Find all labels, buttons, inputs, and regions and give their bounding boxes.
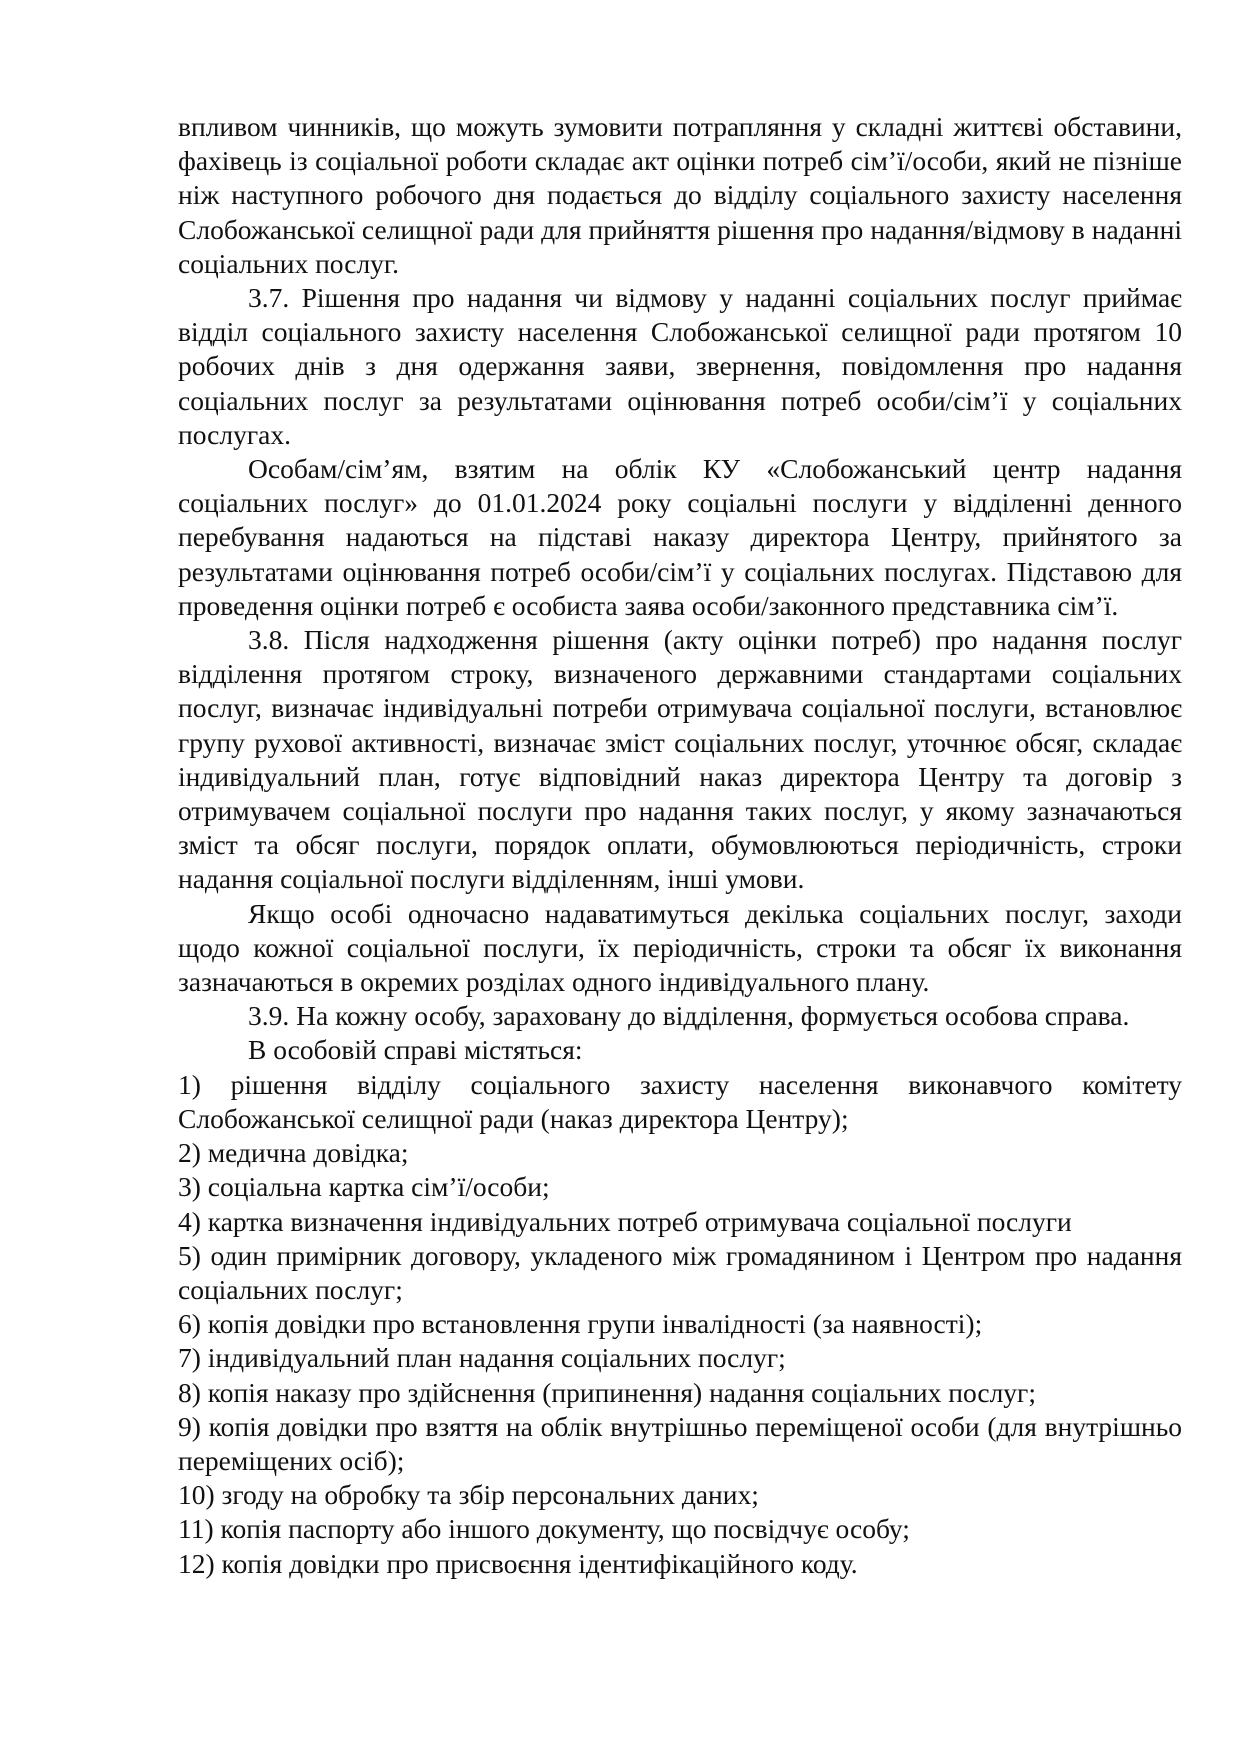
list-item: 5) один примірник договору, укладеного між громадянином і Центром про надання соціальних послуг; xyxy=(178,1239,1182,1305)
list-item: 3) соціальна картка сім’ї/особи; xyxy=(178,1171,550,1203)
list-item: 4) картка визначення індивідуальних потреб отримувача соціальної послуги xyxy=(178,1205,1072,1237)
list-item: 1) рішення відділу соціального захисту населення виконавчого комітету Слобожанської селищної ради (наказ директора Центру); xyxy=(178,1068,1182,1134)
list-item: 7) індивідуальний план надання соціальних послуг; xyxy=(178,1342,786,1374)
paragraph-section-3-7: 3.7. Рішення про надання чи відмову у наданні соціальних послуг приймає відділ соціального захисту населення Слобожанської селищної ради протягом 10 робочих днів з дня одержання заяви, звернення, повідомлення про надання соціальних послуг за результатами оцінювання потреб особи/сім’ї у соціальних послугах. xyxy=(178,282,1182,450)
paragraph-continuation: впливом чинників, що можуть зумовити потрапляння у складні життєві обставини, фахівець із соціальної роботи складає акт оцінки потреб сім’ї/особи, який не пізніше ніж наступного робочого дня подається до відділу соціального захисту населення Слобожанської селищної ради для прийняття рішення про надання/відмову в наданні соціальних послуг. xyxy=(178,111,1182,279)
paragraph-section-3-7-persons: Особам/сім’ям, взятим на облік КУ «Слобожанський центр надання соціальних послуг» до 01.01.2024 року соціальні послуги у відділенні денного перебування надаються на підставі наказу директора Центру, прийнятого за результатами оцінювання потреб особи/сім’ї у соціальних послугах. Підставою для проведення оцінки потреб є особиста заява особи/законного представника сім’ї. xyxy=(178,453,1182,621)
list-item: 11) копія паспорту або іншого документу, що посвідчує особу; xyxy=(178,1513,910,1545)
list-item: 9) копія довідки про взяття на облік внутрішньо переміщеної особи (для внутрішньо переміщених осіб); xyxy=(178,1410,1182,1476)
list-item: 12) копія довідки про присвоєння ідентифікаційного коду. xyxy=(178,1547,858,1579)
document-page xyxy=(178,110,1182,1581)
paragraph-section-3-8: 3.8. Після надходження рішення (акту оцінки потреб) про надання послуг відділення протягом строку, визначеного державними стандартами соціальних послуг, визначає індивідуальні потреби отримувача соціальної послуги, встановлює групу рухової активності, визначає зміст соціальних послуг, уточнює обсяг, складає індивідуальний план, готує відповідний наказ директора Центру та договір з отримувачем соціальної послуги про надання таких послуг, у якому зазначаються зміст та обсяг послуги, порядок оплати, обумовлюються періодичність, строки надання соціальної послуги відділенням, інші умови. xyxy=(178,624,1182,895)
paragraph-contents-intro: В особовій справі містяться: xyxy=(248,1034,583,1066)
personal-file-contents-list xyxy=(178,1068,1182,1581)
paragraph-section-3-8-multiple: Якщо особі одночасно надаватимуться декілька соціальних послуг, заходи щодо кожної соціальної послуги, їх періодичність, строки та обсяг їх виконання зазначаються в окремих розділах одного індивідуального плану. xyxy=(178,897,1182,998)
paragraph-section-3-9: 3.9. На кожну особу, зараховану до відділення, формується особова справа. xyxy=(248,1000,1130,1032)
list-item: 8) копія наказу про здійснення (припинення) надання соціальних послуг; xyxy=(178,1376,1036,1408)
list-item: 6) копія довідки про встановлення групи інвалідності (за наявності); xyxy=(178,1308,983,1340)
list-item: 10) згоду на обробку та збір персональних даних; xyxy=(178,1479,759,1511)
list-item: 2) медична довідка; xyxy=(178,1137,409,1169)
